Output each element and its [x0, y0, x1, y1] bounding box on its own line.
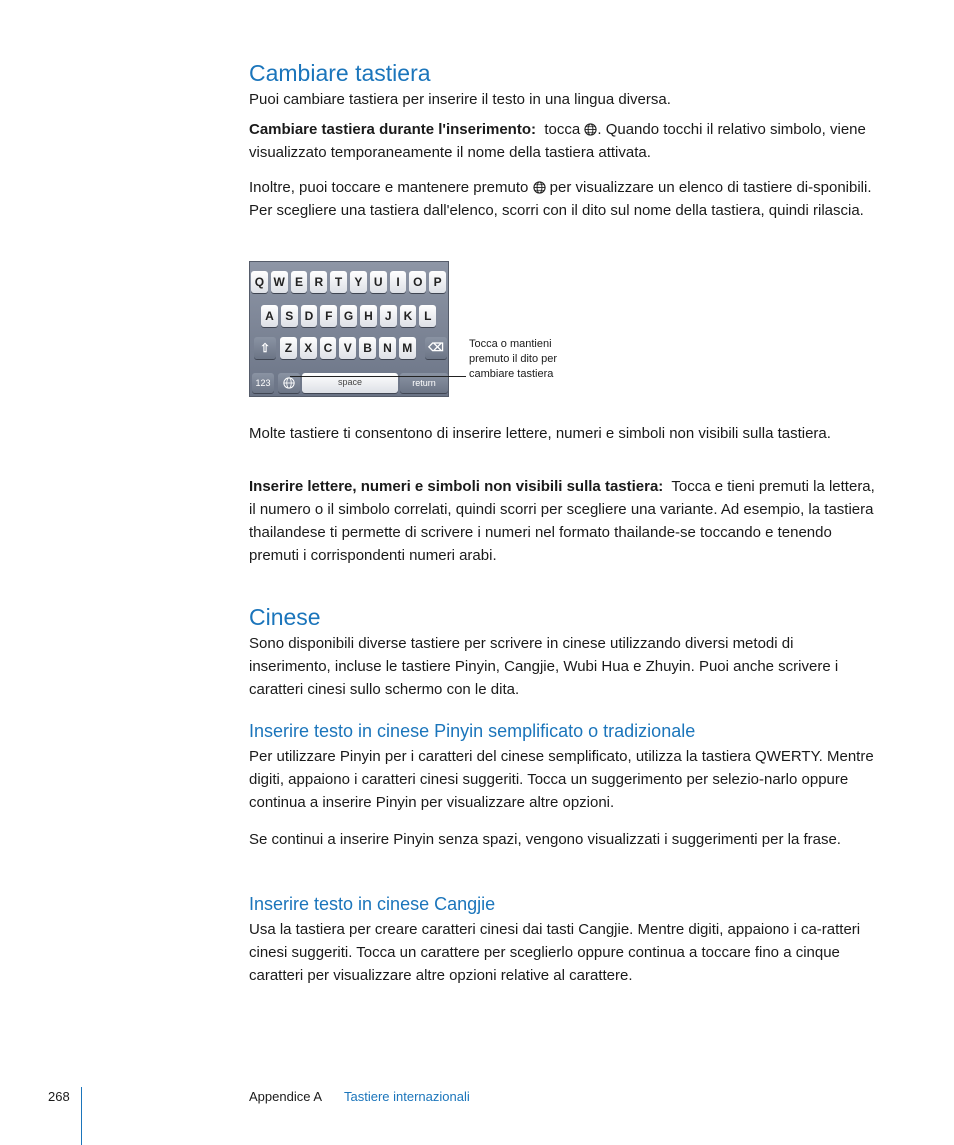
lead-label: Cambiare tastiera durante l'inserimento:: [249, 121, 536, 138]
key-e: E: [291, 271, 308, 293]
subsection-title-pinyin: Inserire testo in cinese Pinyin semplificato o tradizionale: [249, 721, 696, 741]
shift-key-icon: ⇧: [254, 337, 276, 359]
key-z: Z: [280, 337, 297, 359]
section-title-cambiare-tastiera: Cambiare tastiera: [249, 60, 431, 86]
key-g: G: [340, 305, 357, 327]
text-fragment: per visualizzare un elenco di tastiere di-sponibili. Per scegliere una tastiera dall'elenco, scorri con il dito sul nome della tastiera, quindi rilascia.: [249, 179, 872, 219]
lead-label: Inserire lettere, numeri e simboli non visibili sulla tastiera:: [249, 478, 664, 495]
callout-leader-line: [290, 376, 466, 377]
key-n: N: [379, 337, 396, 359]
key-h: H: [360, 305, 377, 327]
footer-divider: [81, 1087, 82, 1145]
key-w: W: [271, 271, 288, 293]
key-q: Q: [251, 271, 268, 293]
paragraph-pinyin-2: Se continui a inserire Pinyin senza spazi, vengono visualizzati i suggerimenti per la frase.: [249, 831, 841, 848]
key-u: U: [370, 271, 387, 293]
key-k: K: [400, 305, 417, 327]
globe-icon: [533, 181, 546, 194]
numbers-key: 123: [252, 373, 274, 393]
return-key: return: [400, 373, 448, 393]
key-s: S: [281, 305, 298, 327]
callout-line: cambiare tastiera: [469, 368, 554, 380]
key-j: J: [380, 305, 397, 327]
keyboard-callout: [469, 337, 557, 382]
page-number: 268: [48, 1089, 70, 1104]
key-d: D: [301, 305, 318, 327]
delete-key-icon: ⌫: [425, 337, 447, 359]
text-fragment: Inoltre, puoi toccare e mantenere premuto: [249, 179, 529, 196]
key-r: R: [310, 271, 327, 293]
key-t: T: [330, 271, 347, 293]
footer-chapter-link[interactable]: Tastiere internazionali: [344, 1089, 470, 1104]
text-fragment: . Quando tocchi il relativo simbolo, viene visualizzato temporaneamente il nome della tastiera attivata.: [249, 121, 866, 161]
paragraph-cangjie: Usa la tastiera per creare caratteri cinesi dai tasti Cangjie. Mentre digiti, appaiono i ca-ratteri cinesi suggeriti. Tocca un carattere per sceglierlo oppure continua a toccare fino a cinque caratteri per visualizzare altre opzioni relative al carattere.: [249, 921, 861, 984]
key-v: V: [339, 337, 356, 359]
key-p: P: [429, 271, 446, 293]
paragraph-pinyin-1: Per utilizzare Pinyin per i caratteri del cinese semplificato, utilizza la tastiera QWERTY. Mentre digiti, appaiono i caratteri cinesi suggeriti. Tocca un suggerimento per selezio-narlo oppure continua a inserire Pinyin per visualizzare altre opzioni.: [249, 748, 874, 811]
callout-line: premuto il dito per: [469, 353, 558, 365]
key-i: I: [390, 271, 407, 293]
key-o: O: [409, 271, 426, 293]
space-key: space: [302, 373, 398, 393]
intro-paragraph: Puoi cambiare tastiera per inserire il testo in una lingua diversa.: [249, 91, 671, 108]
footer-appendix: Appendice A: [249, 1089, 323, 1104]
key-c: C: [320, 337, 337, 359]
key-l: L: [419, 305, 436, 327]
key-f: F: [320, 305, 337, 327]
text-fragment: tocca: [544, 121, 581, 138]
text-fragment: Tocca e tieni premuti la lettera, il numero o il simbolo correlati, quindi scorri per scegliere una variante. Ad esempio, la tastiera thailandese ti permette di scrivere i numeri nel formato thailande-se toccando e tenendo premuti i corrispondenti numeri arabi.: [249, 478, 875, 564]
key-a: A: [261, 305, 278, 327]
subsection-title-cangjie: Inserire testo in cinese Cangjie: [249, 894, 496, 914]
key-x: X: [300, 337, 317, 359]
paragraph-cambiare-durante: [249, 118, 875, 164]
paragraph-mantenere-premuto: [249, 176, 875, 222]
key-m: M: [399, 337, 416, 359]
callout-line: Tocca o mantieni: [469, 338, 552, 350]
paragraph-cinese-intro: Sono disponibili diverse tastiere per scrivere in cinese utilizzando diversi metodi di inserimento, incluse le tastiere Pinyin, Cangjie, Wubi Hua e Zhuyin. Puoi anche scrivere i caratteri cinesi sullo schermo con le dita.: [249, 635, 839, 698]
key-y: Y: [350, 271, 367, 293]
globe-icon: [584, 123, 597, 136]
section-title-cinese: Cinese: [249, 604, 321, 630]
key-b: B: [359, 337, 376, 359]
paragraph-molte-tastiere: Molte tastiere ti consentono di inserire lettere, numeri e simboli non visibili sulla tastiera.: [249, 425, 831, 442]
paragraph-inserire-lettere: [249, 475, 875, 567]
